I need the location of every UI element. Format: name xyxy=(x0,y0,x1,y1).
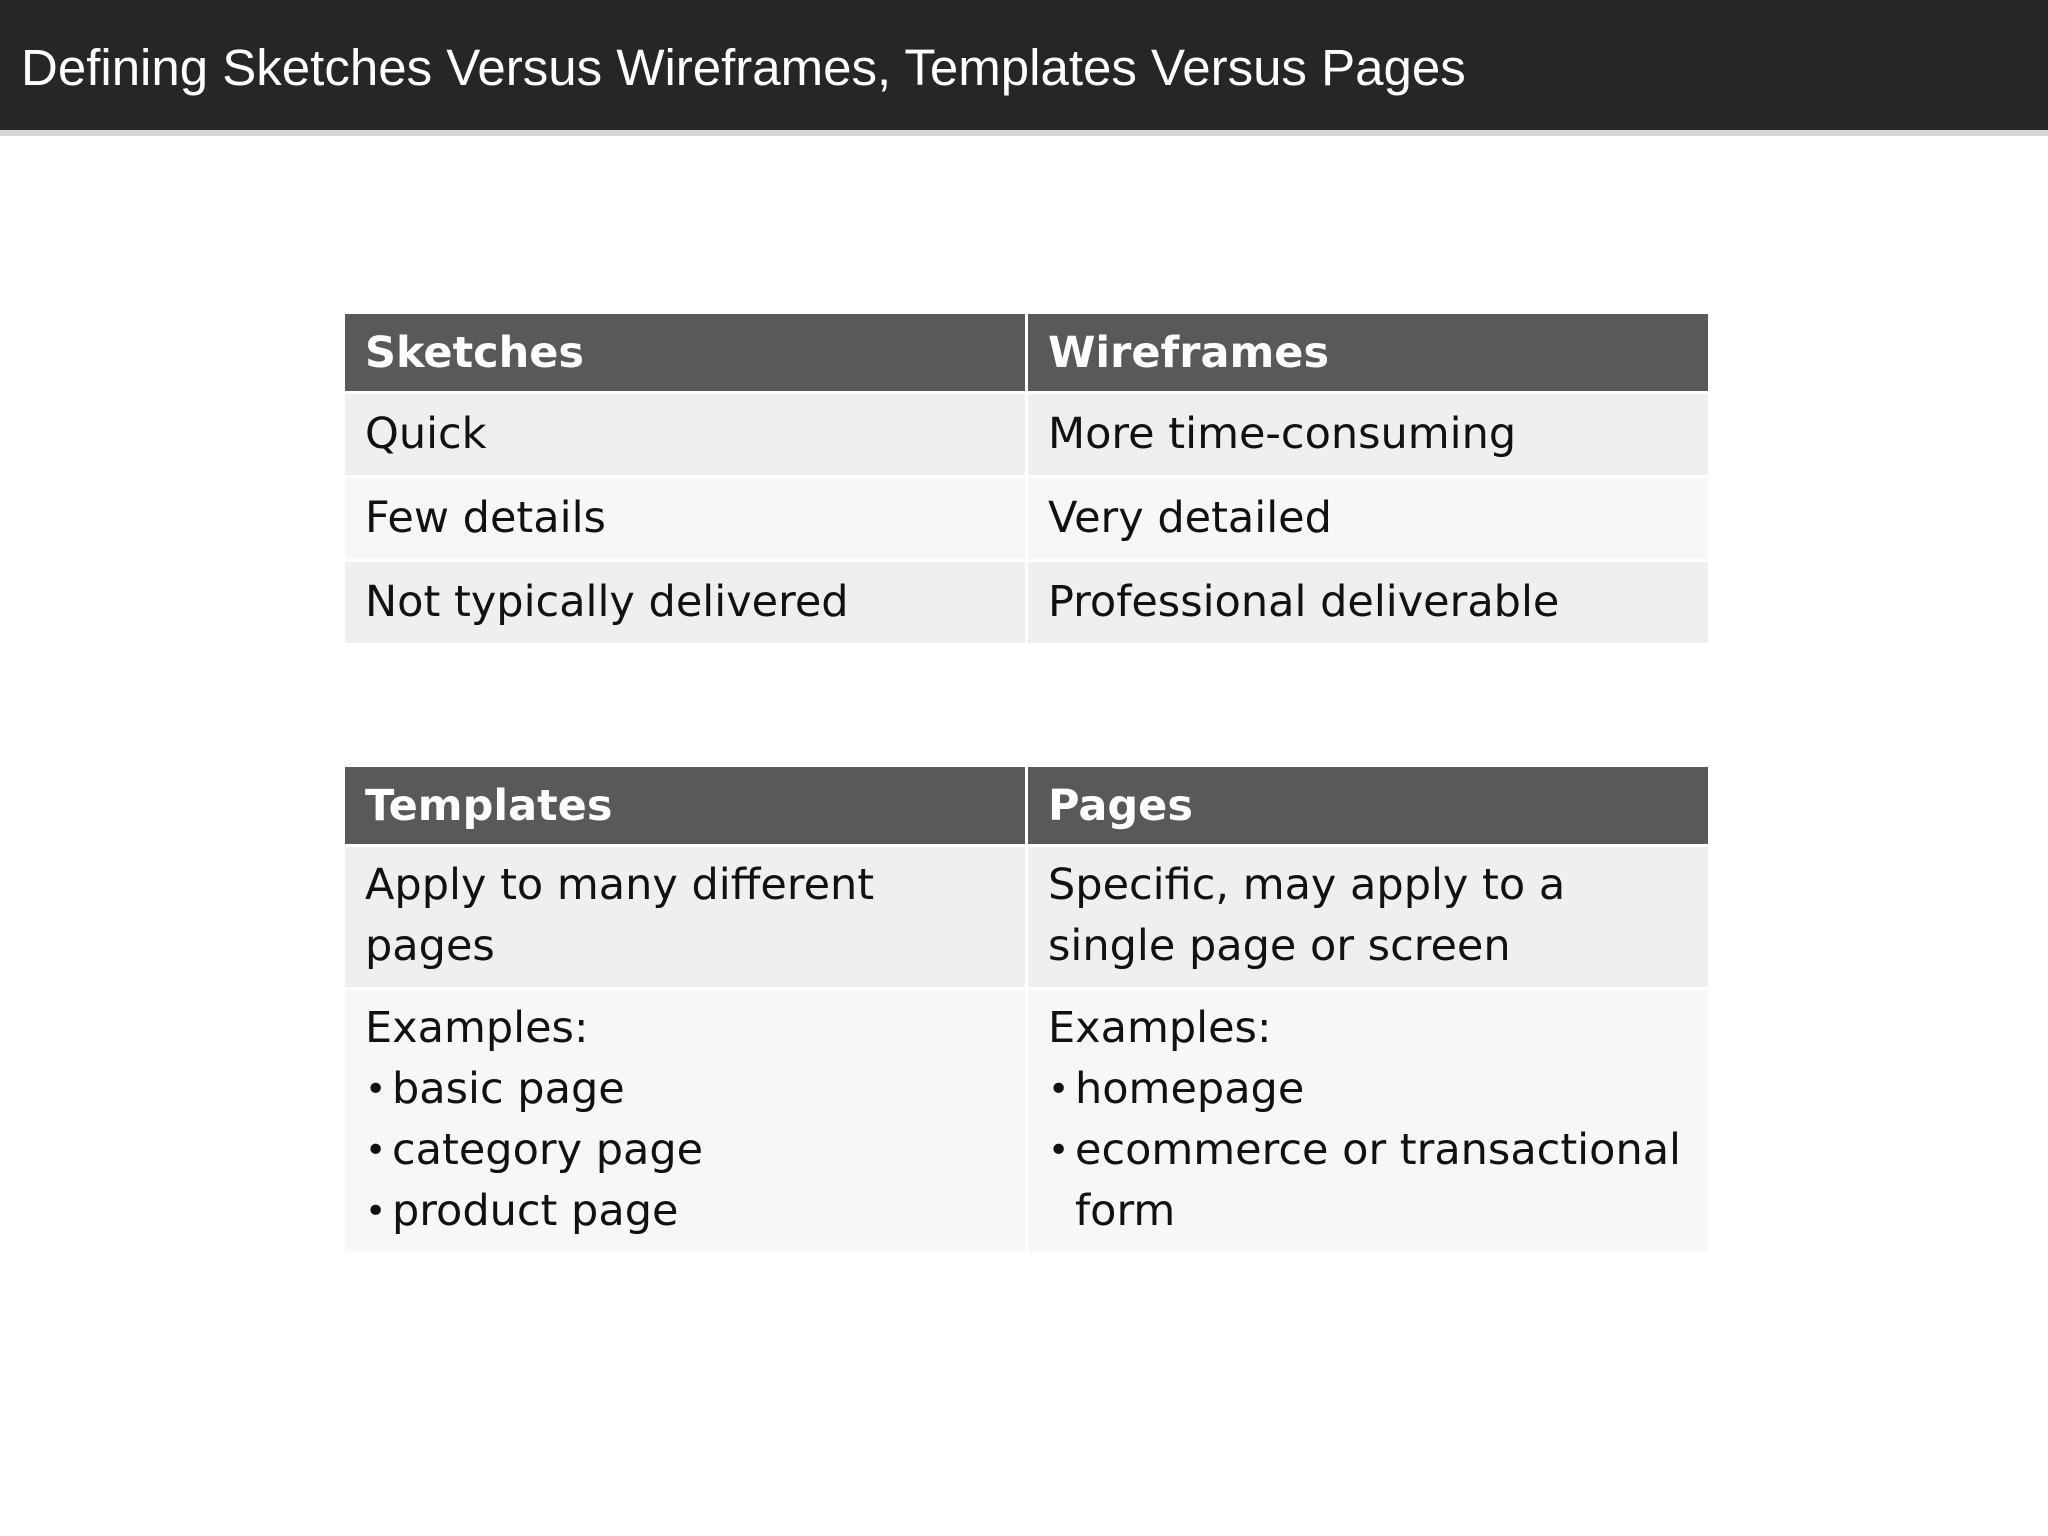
table-header-row xyxy=(345,767,1708,844)
list-item: • product page xyxy=(365,1181,1005,1242)
table-header-row xyxy=(345,314,1708,391)
table-cell: Quick xyxy=(345,394,1025,475)
table-cell: Not typically delivered xyxy=(345,562,1025,643)
list-item: • ecommerce or transactional form xyxy=(1048,1120,1688,1242)
templates-examples-cell xyxy=(345,990,1025,1252)
table-row-examples xyxy=(345,990,1708,1252)
table-cell: Very detailed xyxy=(1028,478,1708,559)
table-row xyxy=(345,394,1708,475)
templates-vs-pages-table xyxy=(342,764,1711,1255)
table-cell: Specific, may apply to a single page or screen xyxy=(1028,847,1708,987)
table-cell: More time-consuming xyxy=(1028,394,1708,475)
table-cell: Professional deliverable xyxy=(1028,562,1708,643)
table-cell: Apply to many different pages xyxy=(345,847,1025,987)
table-row xyxy=(345,478,1708,559)
header-templates: Templates xyxy=(345,767,1025,844)
list-item: • category page xyxy=(365,1120,1005,1181)
list-item: • homepage xyxy=(1048,1059,1688,1120)
table-cell: Few details xyxy=(345,478,1025,559)
examples-label: Examples: xyxy=(365,1003,589,1053)
slide-title: Defining Sketches Versus Wireframes, Templates Versus Pages xyxy=(21,39,1466,96)
slide-title-bar xyxy=(0,0,2048,136)
pages-examples-list xyxy=(1048,1059,1688,1242)
header-sketches: Sketches xyxy=(345,314,1025,391)
pages-examples-cell xyxy=(1028,990,1708,1252)
sketches-vs-wireframes-table xyxy=(342,311,1711,646)
templates-examples-list xyxy=(365,1059,1005,1242)
table-row xyxy=(345,562,1708,643)
header-pages: Pages xyxy=(1028,767,1708,844)
header-wireframes: Wireframes xyxy=(1028,314,1708,391)
list-item: • basic page xyxy=(365,1059,1005,1120)
examples-label: Examples: xyxy=(1048,1003,1272,1053)
table-row xyxy=(345,847,1708,987)
